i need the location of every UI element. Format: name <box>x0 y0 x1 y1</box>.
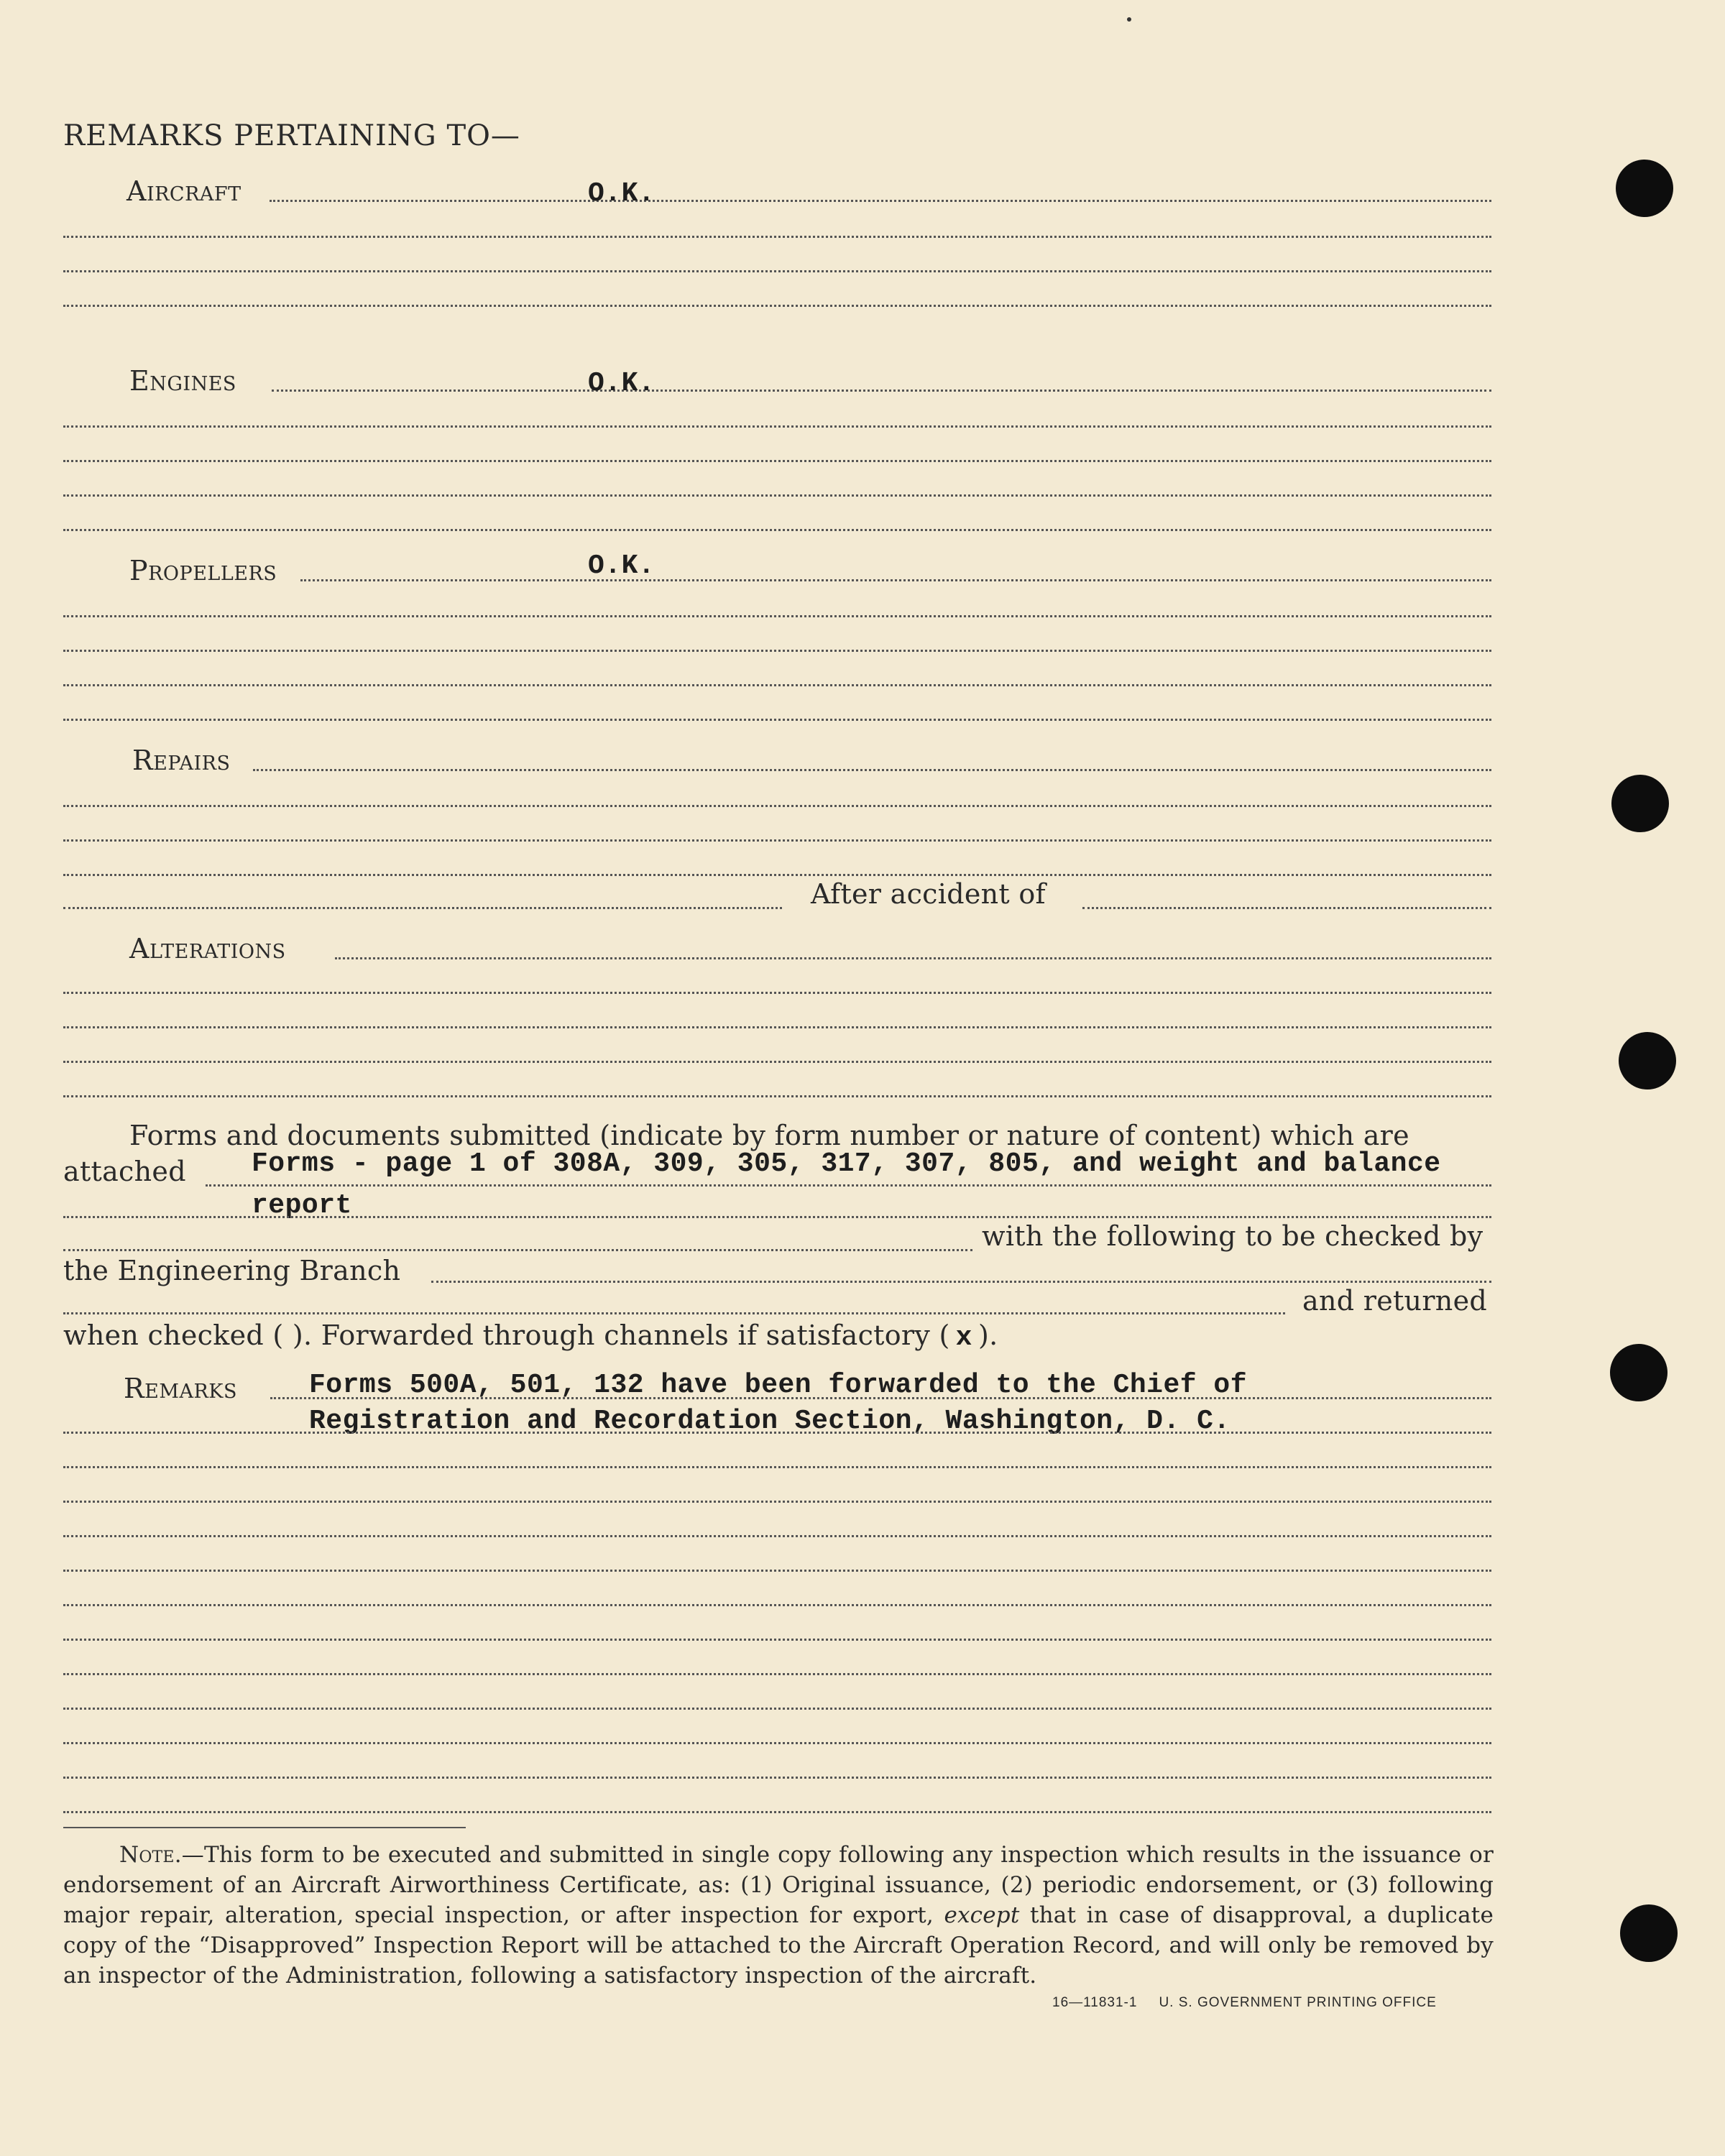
attached-line-2 <box>63 1216 1491 1218</box>
form-number: 16—11831-1 <box>1052 1995 1138 2010</box>
form-note <box>63 1840 1494 1991</box>
attached-value-2: report <box>252 1190 352 1221</box>
alterations-line <box>335 957 1491 959</box>
aircraft-line <box>270 200 1491 202</box>
printer-name: U. S. GOVERNMENT PRINTING OFFICE <box>1159 1995 1437 2010</box>
binder-hole-4 <box>1610 1344 1668 1401</box>
binder-hole-1 <box>1616 160 1673 217</box>
note-text-1: —This form to be executed and submitted in single copy following any inspection which results in the issuance or endorsement of an Aircraft Airworthiness Certificate, as: (1) Original issuance, (2) periodic endorsement, or (3) following major repair, alteration, special inspection, or after inspection for export, <box>63 1842 1494 1928</box>
after-accident-label: After accident of <box>811 878 1046 910</box>
remarks-label: Remarks <box>124 1373 237 1404</box>
paper-speck <box>1127 17 1131 22</box>
alterations-label: Alterations <box>129 933 286 964</box>
propellers-label: Propellers <box>129 555 277 586</box>
remarks-line-2 <box>63 1432 1491 1434</box>
attached-line-1 <box>206 1184 1491 1187</box>
remarks-value-1: Forms 500A, 501, 132 have been forwarded to the Chief of <box>309 1370 1248 1401</box>
attached-value-1: Forms - page 1 of 308A, 309, 305, 317, 307, 805, and weight and balance <box>252 1148 1441 1179</box>
repairs-label: Repairs <box>132 745 231 776</box>
checked-by-text: with the following to be checked by <box>982 1220 1484 1252</box>
note-except: except <box>944 1902 1020 1928</box>
engineering-line <box>431 1281 1491 1283</box>
forward-mark: x <box>955 1322 972 1353</box>
close-paren: ). <box>978 1319 998 1351</box>
aircraft-value: O.K. <box>588 178 656 209</box>
binder-hole-3 <box>1619 1032 1676 1089</box>
attached-label: attached <box>63 1156 186 1187</box>
note-separator <box>63 1827 466 1828</box>
note-text-2: that in case of disapproval, a duplicate copy of the “Disapproved” Inspection Report will be attached to the Aircraft Operation Record, and will only be removed by an inspector of the Administration, following a satisfactory inspection of the aircraft. <box>63 1902 1494 1989</box>
repairs-line <box>253 769 1491 771</box>
propellers-line <box>300 579 1491 581</box>
remarks-value-2: Registration and Recordation Section, Washington, D. C. <box>309 1406 1230 1437</box>
engines-label: Engines <box>129 365 236 397</box>
when-checked-text <box>63 1319 998 1353</box>
note-label: Note. <box>119 1842 182 1868</box>
forms-intro-text: Forms and documents submitted (indicate by form number or nature of content) which are <box>129 1120 1409 1151</box>
binder-hole-5 <box>1620 1904 1678 1962</box>
print-footer <box>1052 1995 1458 2011</box>
aircraft-label: Aircraft <box>126 175 242 207</box>
after-accident-line <box>1082 907 1491 909</box>
propellers-value: O.K. <box>588 550 656 581</box>
binder-hole-2 <box>1611 775 1669 832</box>
engineering-branch-text: the Engineering Branch <box>63 1255 401 1286</box>
engines-line <box>272 390 1491 392</box>
engines-value: O.K. <box>588 368 656 399</box>
returned-text: and returned <box>1302 1285 1487 1317</box>
form-heading: REMARKS PERTAINING TO— <box>63 119 520 152</box>
when-checked-label: when checked ( ). Forwarded through channels if satisfactory ( <box>63 1319 950 1351</box>
